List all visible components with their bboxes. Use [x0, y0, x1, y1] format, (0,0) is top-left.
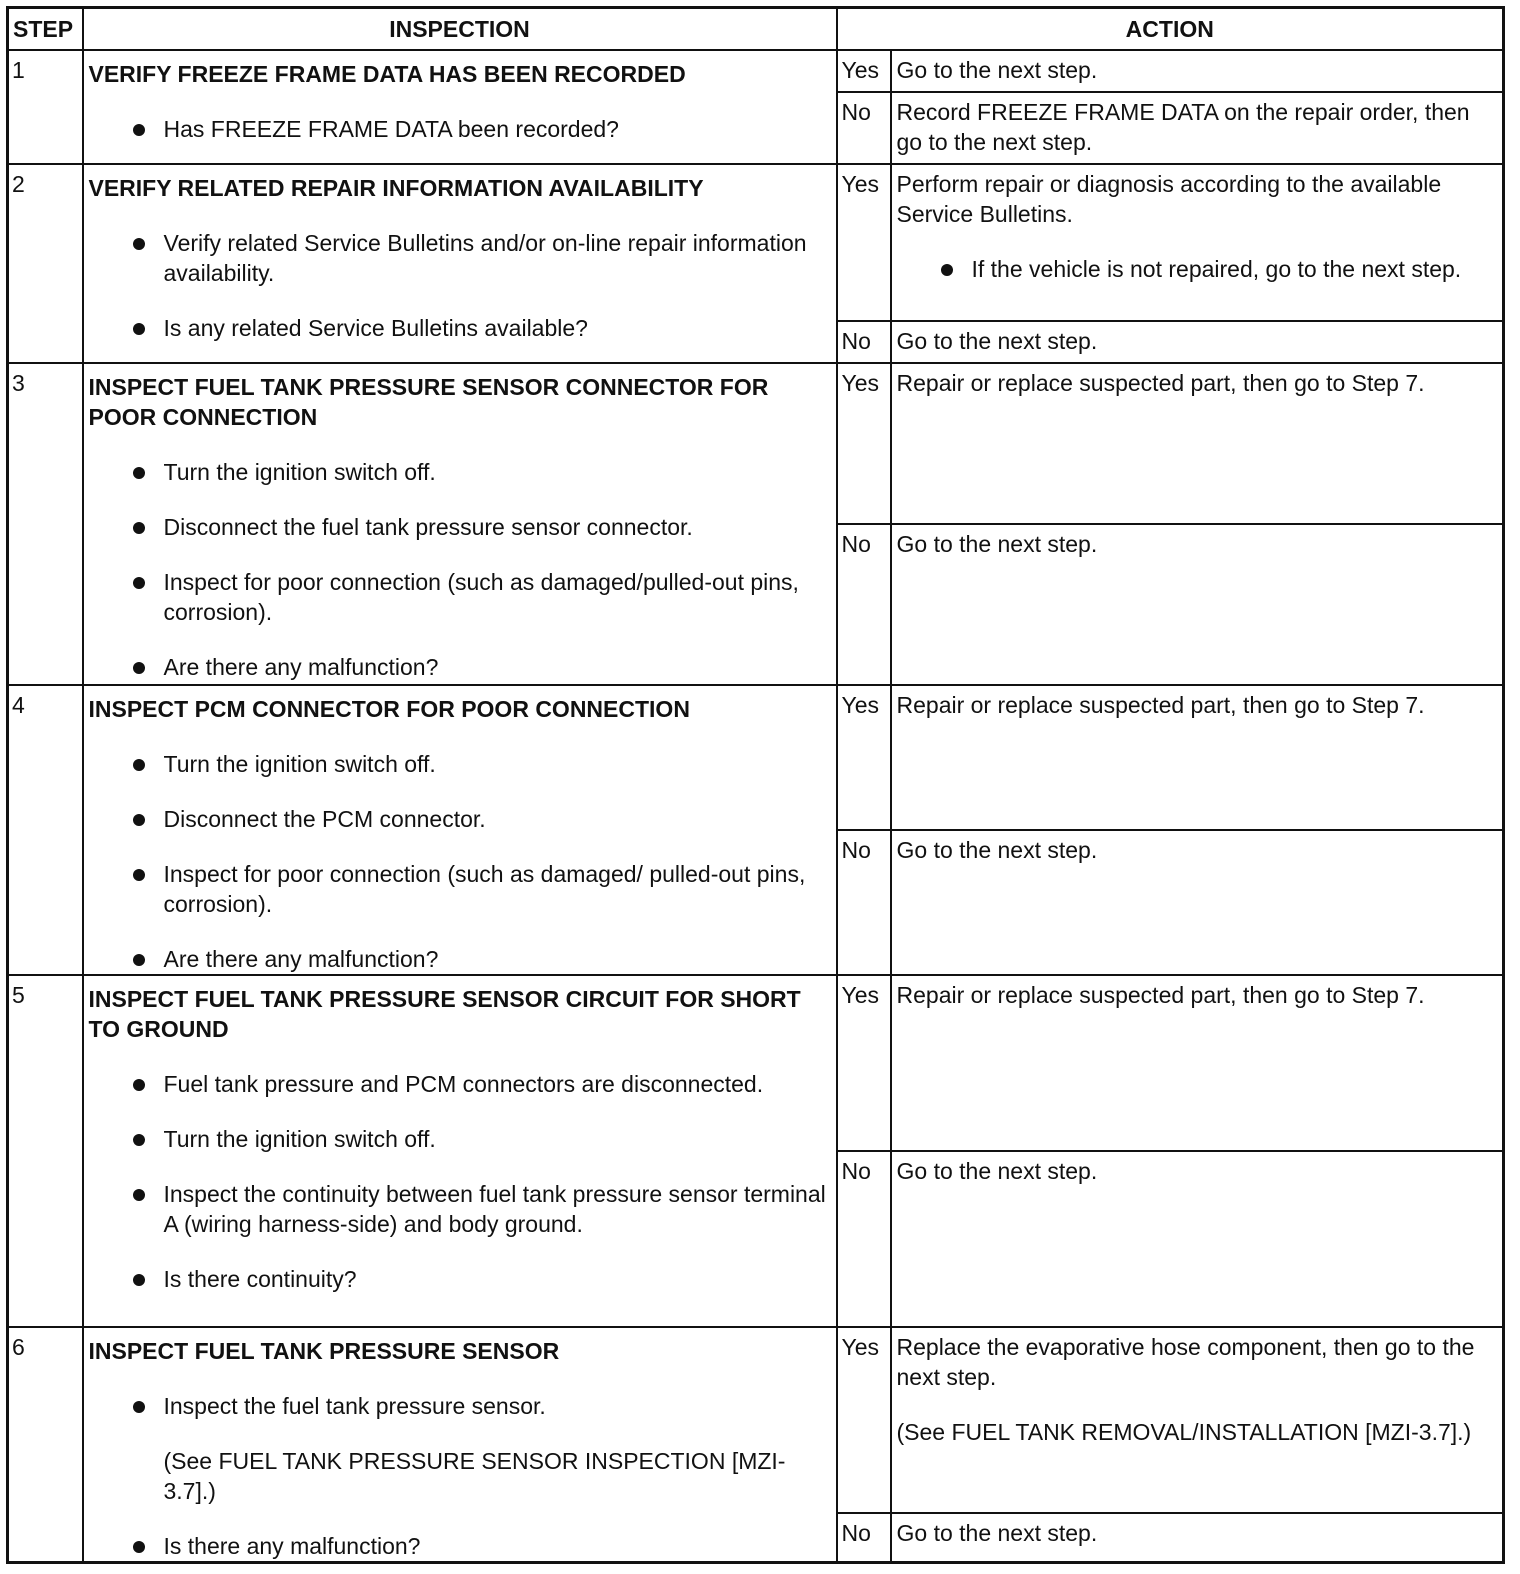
yes-label: Yes	[837, 164, 891, 321]
step-6-yes-row	[8, 1327, 1504, 1513]
inspection-cell	[83, 685, 837, 975]
inspection-bullet: Disconnect the PCM connector.	[89, 804, 831, 834]
inspection-cell	[83, 975, 837, 1327]
inspection-cell	[83, 164, 837, 363]
no-label: No	[837, 321, 891, 363]
step-title: INSPECT PCM CONNECTOR FOR POOR CONNECTION	[88, 696, 690, 722]
diagnostic-table	[6, 6, 1505, 1564]
inspection-cell	[83, 1327, 837, 1563]
inspection-bullet: Are there any malfunction?	[89, 652, 831, 682]
yes-action: Replace the evaporative hose component, then go to the next step.	[896, 1334, 1475, 1390]
step-column-header: STEP	[8, 8, 83, 51]
step-number: 6	[8, 1327, 83, 1563]
inspection-bullet: Is any related Service Bulletins available?	[89, 313, 831, 343]
yes-action: Perform repair or diagnosis according to the available Service Bulletins.	[896, 171, 1442, 227]
step-title: INSPECT FUEL TANK PRESSURE SENSOR CIRCUIT FOR SHORT TO GROUND	[88, 986, 801, 1042]
inspection-bullet: Verify related Service Bulletins and/or on-line repair information availability.	[89, 228, 831, 288]
step-5-yes-row	[8, 975, 1504, 1151]
no-label: No	[837, 92, 891, 164]
yes-label: Yes	[837, 975, 891, 1151]
inspection-bullet	[89, 1391, 831, 1506]
inspection-bullet: Inspect for poor connection (such as damaged/pulled-out pins, corrosion).	[89, 567, 831, 627]
step-2-yes-row	[8, 164, 1504, 321]
step-3-yes-row	[8, 363, 1504, 524]
yes-label: Yes	[837, 1327, 891, 1513]
yes-label: Yes	[837, 50, 891, 92]
no-label: No	[837, 524, 891, 685]
inspection-cell	[83, 50, 837, 164]
no-label: No	[837, 1513, 891, 1562]
inspection-cell	[83, 363, 837, 685]
inspection-column-header: INSPECTION	[83, 8, 837, 51]
step-title: VERIFY FREEZE FRAME DATA HAS BEEN RECORDED	[88, 61, 686, 87]
inspection-bullet: Inspect for poor connection (such as damaged/ pulled-out pins, corrosion).	[89, 859, 831, 919]
inspection-bullet: Disconnect the fuel tank pressure sensor connector.	[89, 512, 831, 542]
inspection-bullet: Are there any malfunction?	[89, 944, 831, 974]
inspection-reference-note: (See FUEL TANK PRESSURE SENSOR INSPECTION [MZI-3.7].)	[163, 1448, 786, 1504]
step-title: INSPECT FUEL TANK PRESSURE SENSOR CONNECTOR FOR POOR CONNECTION	[88, 374, 769, 430]
inspection-bullet-text: Inspect the fuel tank pressure sensor.	[163, 1393, 546, 1419]
yes-action-cell	[891, 1327, 1504, 1513]
no-action: Record FREEZE FRAME DATA on the repair order, then go to the next step.	[891, 92, 1504, 164]
no-action: Go to the next step.	[891, 830, 1504, 975]
diagnostic-procedure-page	[6, 6, 1502, 1562]
step-number: 4	[8, 685, 83, 975]
step-4-yes-row	[8, 685, 1504, 830]
inspection-bullet: Has FREEZE FRAME DATA been recorded?	[89, 114, 831, 144]
yes-label: Yes	[837, 363, 891, 524]
yes-action-cell	[891, 164, 1504, 321]
inspection-bullet: Turn the ignition switch off.	[89, 749, 831, 779]
step-number: 3	[8, 363, 83, 685]
inspection-bullet: Turn the ignition switch off.	[89, 1124, 831, 1154]
step-number: 1	[8, 50, 83, 164]
no-action: Go to the next step.	[891, 1151, 1504, 1327]
no-label: No	[837, 830, 891, 975]
step-title: VERIFY RELATED REPAIR INFORMATION AVAILABILITY	[88, 175, 704, 201]
step-title: INSPECT FUEL TANK PRESSURE SENSOR	[88, 1338, 560, 1364]
inspection-bullet: Inspect the continuity between fuel tank pressure sensor terminal A (wiring harness-side) and body ground.	[89, 1179, 831, 1239]
step-number: 5	[8, 975, 83, 1327]
inspection-bullet: Is there continuity?	[89, 1264, 831, 1294]
no-action: Go to the next step.	[891, 321, 1504, 363]
step-1-yes-row	[8, 50, 1504, 92]
yes-action: Repair or replace suspected part, then go to Step 7.	[891, 685, 1504, 830]
action-column-header: ACTION	[837, 8, 1504, 51]
yes-action: Go to the next step.	[891, 50, 1504, 92]
inspection-bullet: Fuel tank pressure and PCM connectors are disconnected.	[89, 1069, 831, 1099]
inspection-bullet: Turn the ignition switch off.	[89, 457, 831, 487]
inspection-bullet: Is there any malfunction?	[89, 1531, 831, 1561]
yes-action: Repair or replace suspected part, then go to Step 7.	[891, 975, 1504, 1151]
no-action: Go to the next step.	[891, 524, 1504, 685]
yes-action: Repair or replace suspected part, then go to Step 7.	[891, 363, 1504, 524]
action-reference-note: (See FUEL TANK REMOVAL/INSTALLATION [MZI-3.7].)	[896, 1419, 1472, 1445]
no-action: Go to the next step.	[891, 1513, 1504, 1562]
yes-label: Yes	[837, 685, 891, 830]
no-label: No	[837, 1151, 891, 1327]
action-bullet: If the vehicle is not repaired, go to the next step.	[897, 254, 1498, 284]
step-number: 2	[8, 164, 83, 363]
header-row	[8, 8, 1504, 51]
